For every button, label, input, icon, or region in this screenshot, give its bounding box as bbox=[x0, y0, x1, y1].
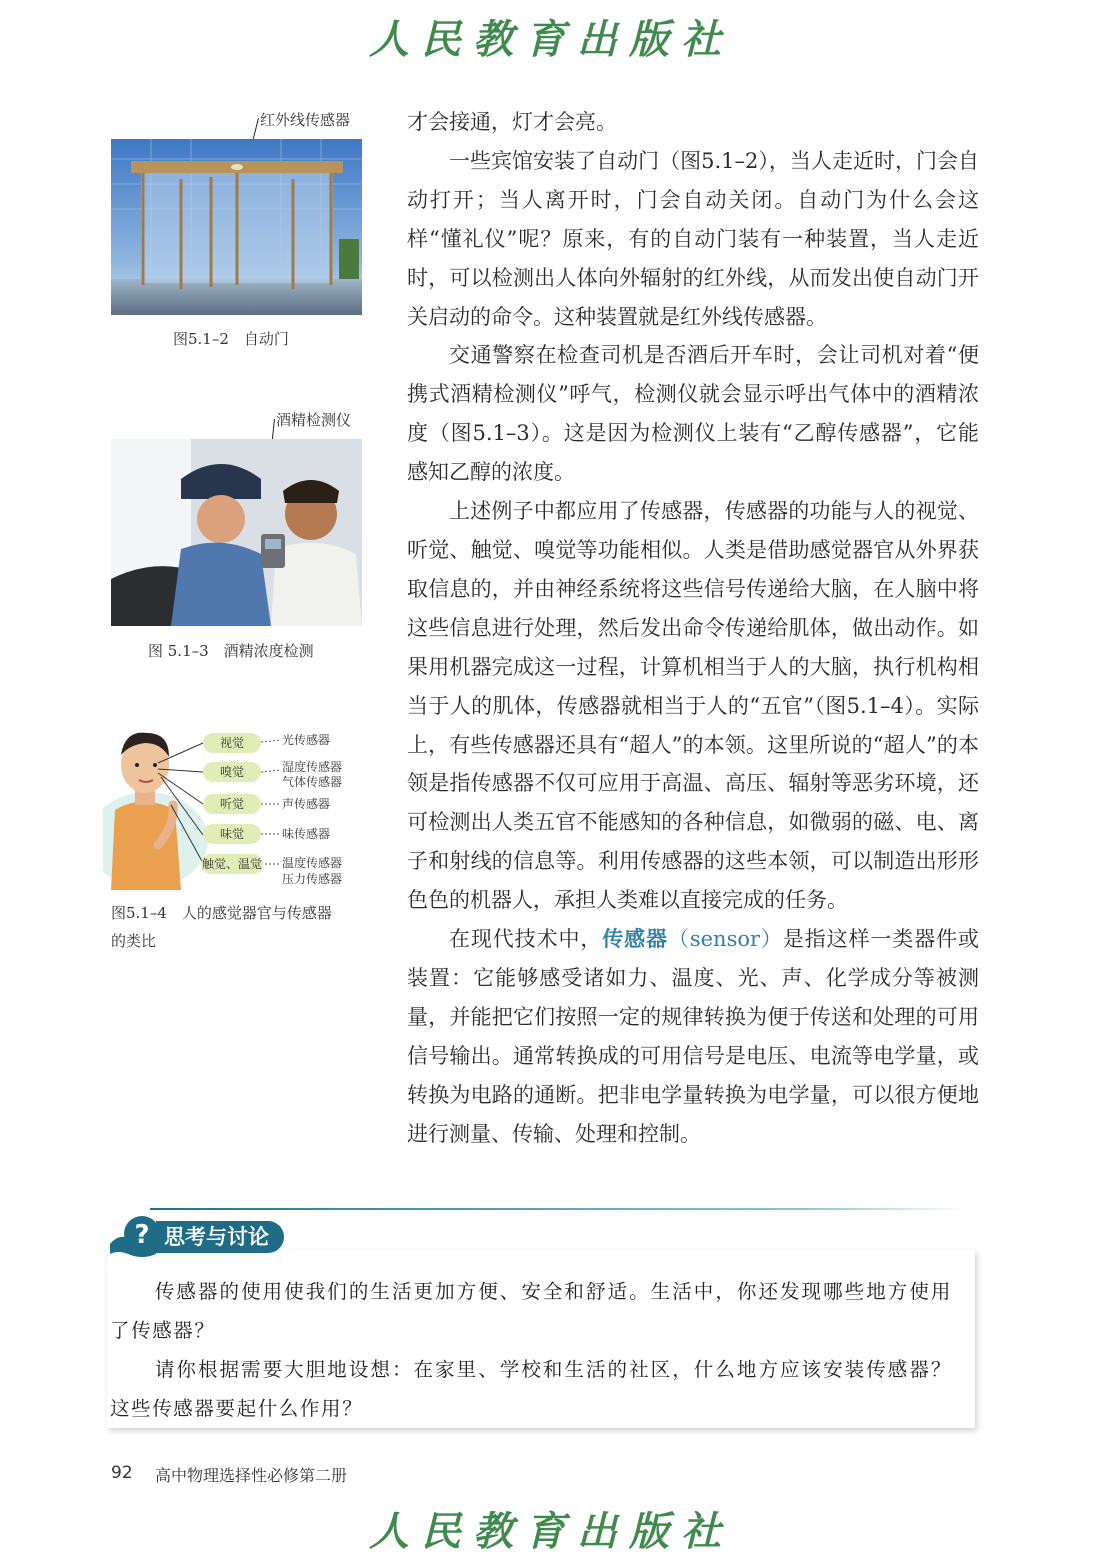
sense-sight: 视觉 bbox=[203, 733, 261, 753]
paragraph-5 bbox=[407, 920, 979, 1153]
infrared-sensor-label: 红外线传感器 bbox=[260, 111, 351, 129]
sensor-humidity: 湿度传感器 bbox=[282, 760, 343, 774]
discussion-paragraph-2: 请你根据需要大胆地设想：在家里、学校和生活的社区，什么地方应该安装传感器？这些传感器要起什么作用？ bbox=[110, 1358, 952, 1420]
discussion-text bbox=[110, 1272, 952, 1428]
paragraph-4: 上述例子中都应用了传感器，传感器的功能与人的视觉、听觉、触觉、嗅觉等功能相似。人类是借助感觉器官从外界获取信息的，并由神经系统将这些信号传递给大脑，在人脑中将这些信息进行处理，然后发出命令传递给肌体，做出动作。如果用机器完成这一过程，计算机相当于人的大脑，执行机构相当于人的肌体，传感器就相当于人的“五官”（图5.1–4）。实际上，有些传感器还具有“超人”的本领。这里所说的“超人”的本领是指传感器不仅可应用于高温、高压、辐射等恶劣环境，还可检测出人类五官不能感知的各种信息，如微弱的磁、电、离子和射线的信息等。利用传感器的这些本领，可以制造出形形色色的机器人，承担人类难以直接完成的任务。 bbox=[407, 499, 979, 913]
fig-5-1-2-caption: 图5.1–2 自动门 bbox=[173, 330, 289, 348]
sense-sensor-analogy-figure bbox=[103, 725, 373, 895]
paragraph-3: 交通警察在检查司机是否酒后开车时，会让司机对着“便携式酒精检测仪”呼气，检测仪就会显示呼出气体中的酒精浓度（图5.1–3）。这是因为检测仪上装有“乙醇传感器”，它能感知乙醇的浓度。 bbox=[407, 343, 979, 485]
book-title: 高中物理选择性必修第二册 bbox=[155, 1466, 348, 1485]
discussion-badge bbox=[106, 1214, 284, 1260]
paragraph-1: 才会接通，灯才会亮。 bbox=[407, 110, 617, 134]
sensor-sound: 声传感器 bbox=[282, 797, 331, 811]
sensor-taste: 味传感器 bbox=[282, 827, 331, 841]
paragraph-5-body: 是指这样一类器件或装置：它能够感受诸如力、温度、光、声、化学成分等被测量，并能把它们按照一定的规律转换为便于传送和处理的可用信号输出。通常转换成的可用信号是电压、电流等电学量，或转换为电路的通断。把非电学量转换为电学量，可以很方便地进行测量、传输、处理和控制。 bbox=[407, 927, 979, 1146]
paragraph-2: 一些宾馆安装了自动门（图5.1–2），当人走近时，门会自动打开；当人离开时，门会自动关闭。自动门为什么会这样“懂礼仪”呢？原来，有的自动门装有一种装置，当人走近时，可以检测出人体向外辐射的红外线，从而发出使自动门开关启动的命令。这种装置就是红外线传感器。 bbox=[407, 148, 979, 329]
paragraph-5-intro: 在现代技术中， bbox=[449, 927, 603, 952]
key-term-sensor: 传感器 bbox=[602, 926, 668, 952]
key-term-sensor-english: （sensor） bbox=[667, 927, 783, 952]
discussion-divider bbox=[150, 1208, 970, 1210]
page-number: 92 bbox=[111, 1463, 133, 1483]
fig-5-1-4-caption-line1: 图5.1–4 人的感觉器官与传感器 bbox=[111, 904, 332, 922]
sense-touch-temperature: 触觉、温觉 bbox=[201, 854, 263, 874]
sensor-gas: 气体传感器 bbox=[282, 775, 343, 789]
publisher-logo-top: 人民教育出版社 bbox=[369, 16, 733, 63]
alcohol-tester-label: 酒精检测仪 bbox=[276, 411, 352, 429]
fig-5-1-4-caption-line2: 的类比 bbox=[111, 932, 157, 950]
sense-taste: 味觉 bbox=[203, 824, 261, 844]
sensor-temperature: 温度传感器 bbox=[282, 856, 343, 870]
discussion-title: 思考与讨论 bbox=[164, 1225, 269, 1249]
sensor-pressure: 压力传感器 bbox=[282, 872, 343, 886]
sensor-light: 光传感器 bbox=[282, 733, 331, 747]
discussion-paragraph-1: 传感器的使用使我们的生活更加方便、安全和舒适。生活中，你还发现哪些地方使用了传感器？ bbox=[110, 1280, 952, 1342]
svg-text:?: ? bbox=[134, 1220, 150, 1250]
sense-smell: 嗅觉 bbox=[203, 762, 261, 782]
automatic-door-photo bbox=[111, 139, 362, 315]
sense-hearing: 听觉 bbox=[203, 794, 261, 814]
publisher-logo-bottom: 人民教育出版社 bbox=[369, 1508, 733, 1555]
alcohol-test-photo bbox=[111, 439, 362, 626]
main-text bbox=[407, 103, 979, 1153]
fig-5-1-3-caption: 图 5.1–3 酒精浓度检测 bbox=[148, 642, 314, 660]
